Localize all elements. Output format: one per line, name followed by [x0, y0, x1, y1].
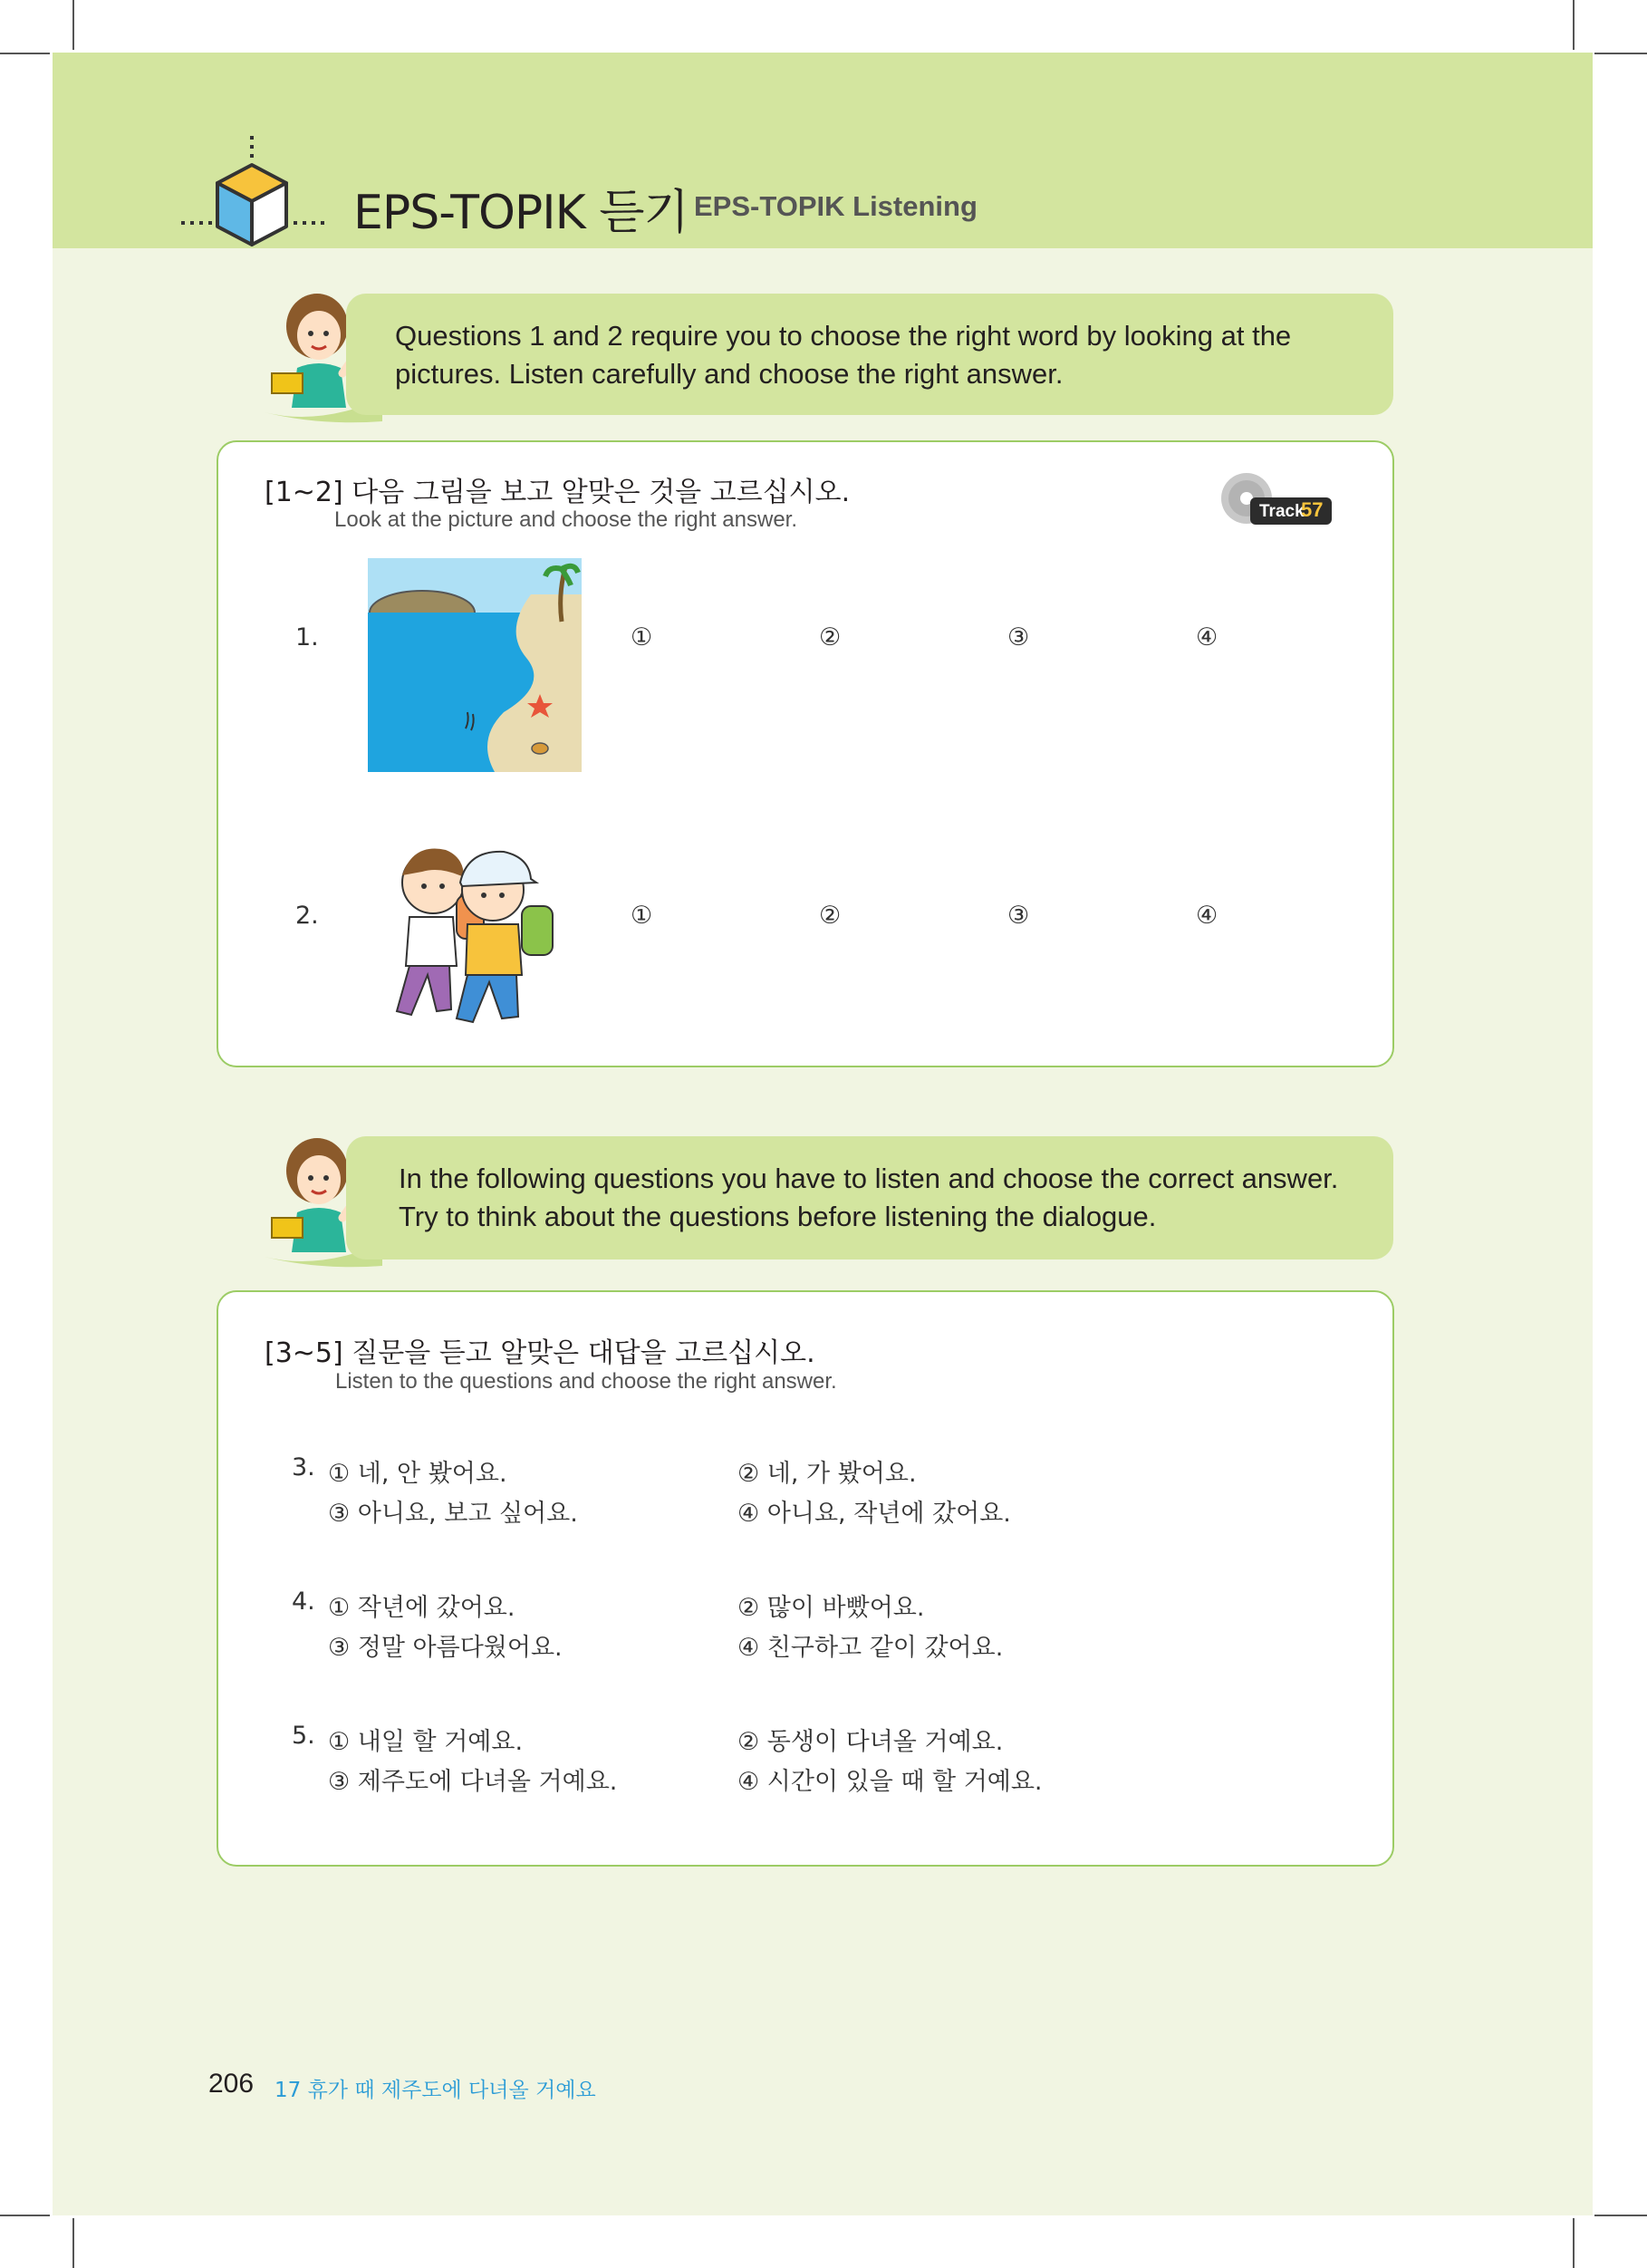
answer-choice[interactable]: ④: [1196, 902, 1218, 930]
instruction-text: In the following questions you have to listen and choose the correct answer.: [399, 1163, 1339, 1194]
page-title: EPS-TOPIK 듣기: [353, 186, 689, 240]
answer-choice[interactable]: ③ 제주도에 다녀올 거예요.: [328, 1768, 618, 1796]
beach-picture: [368, 558, 582, 772]
chapter-title: 17 휴가 때 제주도에 다녀올 거예요: [274, 2079, 596, 2102]
section-title-ko: [3~5] 질문을 듣고 알맞은 대답을 고르십시오.: [265, 1337, 815, 1369]
answer-choice[interactable]: ① 작년에 갔어요.: [328, 1594, 515, 1622]
answer-choice[interactable]: ④ 아니요, 작년에 갔어요.: [737, 1500, 1011, 1528]
answer-choice[interactable]: ④ 친구하고 같이 갔어요.: [737, 1634, 1004, 1662]
track-number: 57: [1301, 498, 1324, 521]
crop-mark: [0, 53, 50, 54]
answer-choice[interactable]: ① 내일 할 거예요.: [328, 1728, 524, 1756]
answer-choice[interactable]: ② 많이 바빴어요.: [737, 1594, 925, 1622]
instruction-text: Try to think about the questions before listening the dialogue.: [399, 1201, 1157, 1232]
answer-choice[interactable]: ③: [1007, 623, 1030, 651]
answer-choice[interactable]: ③: [1007, 902, 1030, 930]
section-title-en: Listen to the questions and choose the right answer.: [335, 1369, 837, 1394]
answer-choice[interactable]: ② 동생이 다녀올 거예요.: [737, 1728, 1004, 1756]
crop-mark: [0, 2215, 50, 2216]
answer-choice[interactable]: ①: [631, 902, 653, 930]
question-number: 4.: [292, 1588, 315, 1616]
instruction-text: pictures. Listen carefully and choose the right answer.: [395, 358, 1064, 390]
crop-mark: [72, 0, 74, 50]
question-number: 5.: [292, 1722, 315, 1750]
cube-icon: [181, 134, 326, 252]
crop-mark: [1594, 53, 1647, 54]
answer-choice[interactable]: ④: [1196, 623, 1218, 651]
section-title-en: Look at the picture and choose the right answer.: [334, 507, 797, 532]
page-number: 206: [208, 2069, 255, 2099]
instruction-text: Questions 1 and 2 require you to choose the right word by looking at the: [395, 320, 1292, 352]
question-number: 2.: [295, 902, 319, 930]
crop-mark: [1573, 2218, 1575, 2268]
track-label: Track: [1259, 502, 1305, 521]
track-badge: [1250, 497, 1332, 525]
page-subtitle: EPS-TOPIK Listening: [694, 190, 978, 222]
question-number: 1.: [295, 623, 319, 651]
crop-mark: [72, 2218, 74, 2268]
hiking-boys-picture: [377, 830, 567, 1029]
answer-choice[interactable]: ②: [819, 623, 842, 651]
section-title-ko: [1~2] 다음 그림을 보고 알맞은 것을 고르십시오.: [265, 477, 851, 508]
crop-mark: [1594, 2215, 1647, 2216]
answer-choice[interactable]: ② 네, 가 봤어요.: [737, 1460, 917, 1488]
answer-choice[interactable]: ②: [819, 902, 842, 930]
question-number: 3.: [292, 1453, 315, 1481]
answer-choice[interactable]: ③ 정말 아름다웠어요.: [328, 1634, 563, 1662]
answer-choice[interactable]: ① 네, 안 봤어요.: [328, 1460, 507, 1488]
answer-choice[interactable]: ③ 아니요, 보고 싶어요.: [328, 1500, 578, 1528]
answer-choice[interactable]: ④ 시간이 있을 때 할 거예요.: [737, 1768, 1043, 1796]
answer-choice[interactable]: ①: [631, 623, 653, 651]
crop-mark: [1573, 0, 1575, 50]
